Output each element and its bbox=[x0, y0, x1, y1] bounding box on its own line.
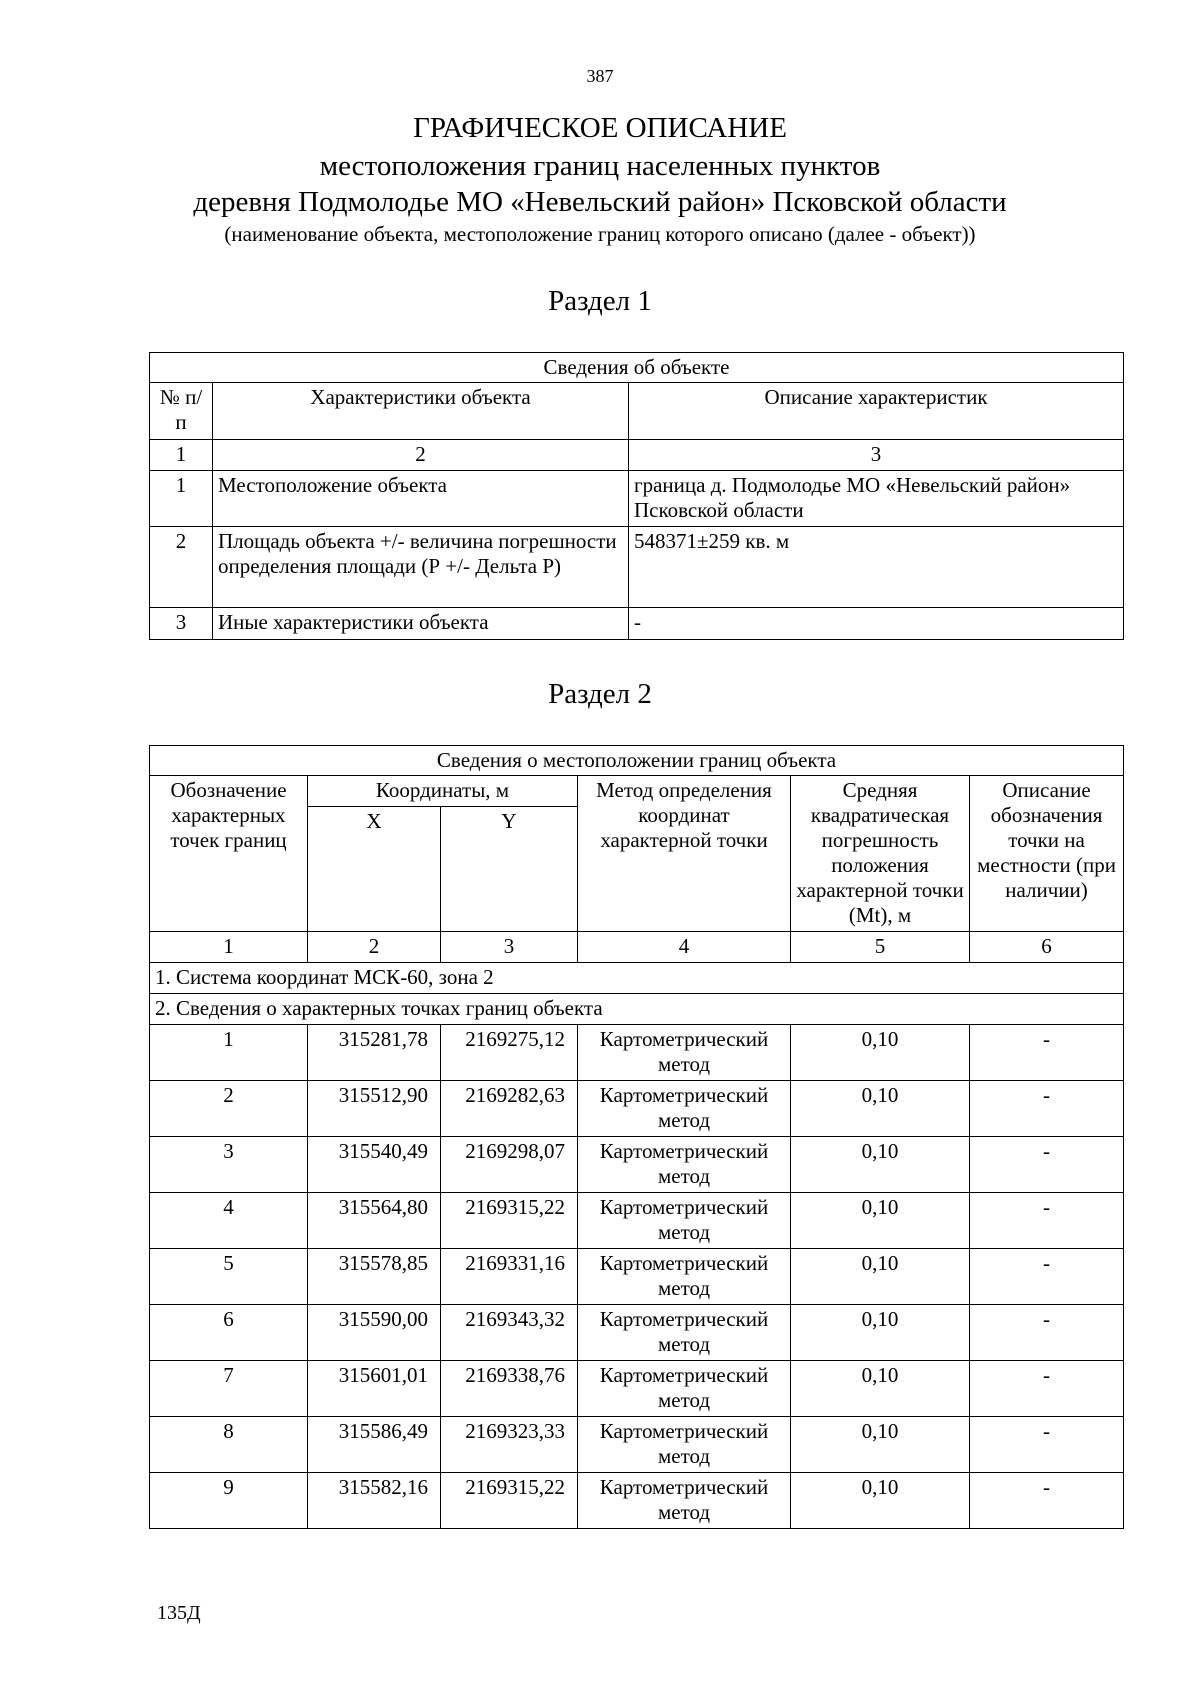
object-name: деревня Подмолодье МО «Невельский район» Псковской области bbox=[193, 186, 1007, 218]
point-description: - bbox=[970, 1249, 1124, 1305]
point-description: - bbox=[970, 1361, 1124, 1417]
point-description: - bbox=[970, 1305, 1124, 1361]
table-row bbox=[150, 608, 1124, 640]
column-header: Характеристики объекта bbox=[213, 383, 629, 440]
column-number: 2 bbox=[213, 440, 629, 471]
coordinate-y: 2169282,63 bbox=[441, 1081, 578, 1137]
point-number: 6 bbox=[150, 1305, 308, 1361]
table-row bbox=[150, 1137, 1124, 1193]
mean-square-error: 0,10 bbox=[791, 1473, 970, 1529]
object-name-note: (наименование объекта, местоположение границ которого описано (далее - объект)) bbox=[224, 222, 976, 246]
coordinate-x: 315586,49 bbox=[308, 1417, 441, 1473]
table-row bbox=[150, 471, 1124, 527]
mean-square-error: 0,10 bbox=[791, 1025, 970, 1081]
point-description: - bbox=[970, 1417, 1124, 1473]
document-title: ГРАФИЧЕСКОЕ ОПИСАНИЕ bbox=[413, 112, 787, 144]
coordinate-system-row: 1. Система координат МСК-60, зона 2 bbox=[150, 963, 1124, 994]
column-number: 2 bbox=[308, 932, 441, 963]
table-row bbox=[150, 1417, 1124, 1473]
characteristic-name: Местоположение объекта bbox=[213, 471, 629, 527]
row-number: 2 bbox=[150, 527, 213, 608]
column-header: Описание характеристик bbox=[629, 383, 1124, 440]
coordinate-x: 315281,78 bbox=[308, 1025, 441, 1081]
point-description: - bbox=[970, 1473, 1124, 1529]
point-number: 3 bbox=[150, 1137, 308, 1193]
table-row bbox=[150, 1473, 1124, 1529]
mean-square-error: 0,10 bbox=[791, 1193, 970, 1249]
method: Картометрический метод bbox=[578, 1249, 791, 1305]
coordinate-x: 315512,90 bbox=[308, 1081, 441, 1137]
characteristic-value: - bbox=[629, 608, 1124, 640]
method: Картометрический метод bbox=[578, 1305, 791, 1361]
coordinate-x: 315578,85 bbox=[308, 1249, 441, 1305]
column-header: Y bbox=[441, 807, 578, 932]
column-header: Координаты, м bbox=[308, 776, 578, 807]
coordinate-y: 2169343,32 bbox=[441, 1305, 578, 1361]
object-info-table bbox=[149, 352, 1124, 640]
row-number: 3 bbox=[150, 608, 213, 640]
characteristic-name: Площадь объекта +/- величина погрешности определения площади (Р +/- Дельта Р) bbox=[213, 527, 629, 608]
mean-square-error: 0,10 bbox=[791, 1305, 970, 1361]
coordinate-x: 315540,49 bbox=[308, 1137, 441, 1193]
section2-title: Раздел 2 bbox=[548, 678, 652, 710]
column-number: 1 bbox=[150, 932, 308, 963]
method: Картометрический метод bbox=[578, 1137, 791, 1193]
table-row bbox=[150, 1361, 1124, 1417]
table-caption: Сведения об объекте bbox=[150, 353, 1124, 383]
characteristic-name: Иные характеристики объекта bbox=[213, 608, 629, 640]
point-description: - bbox=[970, 1193, 1124, 1249]
column-number: 3 bbox=[441, 932, 578, 963]
characteristic-value: граница д. Подмолодье МО «Невельский район» Псковской области bbox=[629, 471, 1124, 527]
column-number: 5 bbox=[791, 932, 970, 963]
mean-square-error: 0,10 bbox=[791, 1361, 970, 1417]
method: Картометрический метод bbox=[578, 1361, 791, 1417]
point-description: - bbox=[970, 1081, 1124, 1137]
column-header: Описание обозначения точки на местности (при наличии) bbox=[970, 776, 1124, 932]
table-caption: Сведения о местоположении границ объекта bbox=[150, 746, 1124, 776]
section1-title: Раздел 1 bbox=[548, 285, 652, 317]
method: Картометрический метод bbox=[578, 1081, 791, 1137]
coordinate-y: 2169323,33 bbox=[441, 1417, 578, 1473]
table-row bbox=[150, 1193, 1124, 1249]
characteristic-value: 548371±259 кв. м bbox=[629, 527, 1124, 608]
column-number: 1 bbox=[150, 440, 213, 471]
table-row bbox=[150, 1025, 1124, 1081]
column-header: Средняя квадратическая погрешность положения характерной точки (Mt), м bbox=[791, 776, 970, 932]
coordinate-y: 2169275,12 bbox=[441, 1025, 578, 1081]
mean-square-error: 0,10 bbox=[791, 1081, 970, 1137]
coordinate-y: 2169338,76 bbox=[441, 1361, 578, 1417]
row-number: 1 bbox=[150, 471, 213, 527]
mean-square-error: 0,10 bbox=[791, 1417, 970, 1473]
column-header: Метод определения координат характерной точки bbox=[578, 776, 791, 932]
page-number: 387 bbox=[586, 66, 614, 86]
point-number: 7 bbox=[150, 1361, 308, 1417]
coordinate-y: 2169315,22 bbox=[441, 1473, 578, 1529]
coordinate-y: 2169331,16 bbox=[441, 1249, 578, 1305]
point-number: 1 bbox=[150, 1025, 308, 1081]
column-number: 4 bbox=[578, 932, 791, 963]
boundary-points-table bbox=[149, 745, 1124, 1529]
column-header: № п/п bbox=[150, 383, 213, 440]
coordinate-y: 2169298,07 bbox=[441, 1137, 578, 1193]
table-row bbox=[150, 1081, 1124, 1137]
coordinate-x: 315564,80 bbox=[308, 1193, 441, 1249]
coordinate-y: 2169315,22 bbox=[441, 1193, 578, 1249]
point-number: 9 bbox=[150, 1473, 308, 1529]
point-description: - bbox=[970, 1137, 1124, 1193]
mean-square-error: 0,10 bbox=[791, 1249, 970, 1305]
column-header: X bbox=[308, 807, 441, 932]
column-header: Обозначение характерных точек границ bbox=[150, 776, 308, 932]
table-row bbox=[150, 1305, 1124, 1361]
point-number: 2 bbox=[150, 1081, 308, 1137]
method: Картометрический метод bbox=[578, 1193, 791, 1249]
point-description: - bbox=[970, 1025, 1124, 1081]
point-number: 8 bbox=[150, 1417, 308, 1473]
coordinate-x: 315590,00 bbox=[308, 1305, 441, 1361]
footer-code: 135Д bbox=[157, 1602, 201, 1624]
points-section-row: 2. Сведения о характерных точках границ объекта bbox=[150, 994, 1124, 1025]
point-number: 4 bbox=[150, 1193, 308, 1249]
points-body bbox=[150, 1025, 1124, 1529]
mean-square-error: 0,10 bbox=[791, 1137, 970, 1193]
column-number: 3 bbox=[629, 440, 1124, 471]
point-number: 5 bbox=[150, 1249, 308, 1305]
table-row bbox=[150, 527, 1124, 608]
coordinate-x: 315601,01 bbox=[308, 1361, 441, 1417]
method: Картометрический метод bbox=[578, 1473, 791, 1529]
column-number: 6 bbox=[970, 932, 1124, 963]
document-subtitle: местоположения границ населенных пунктов bbox=[319, 150, 881, 182]
method: Картометрический метод bbox=[578, 1417, 791, 1473]
table-row bbox=[150, 1249, 1124, 1305]
coordinate-x: 315582,16 bbox=[308, 1473, 441, 1529]
method: Картометрический метод bbox=[578, 1025, 791, 1081]
